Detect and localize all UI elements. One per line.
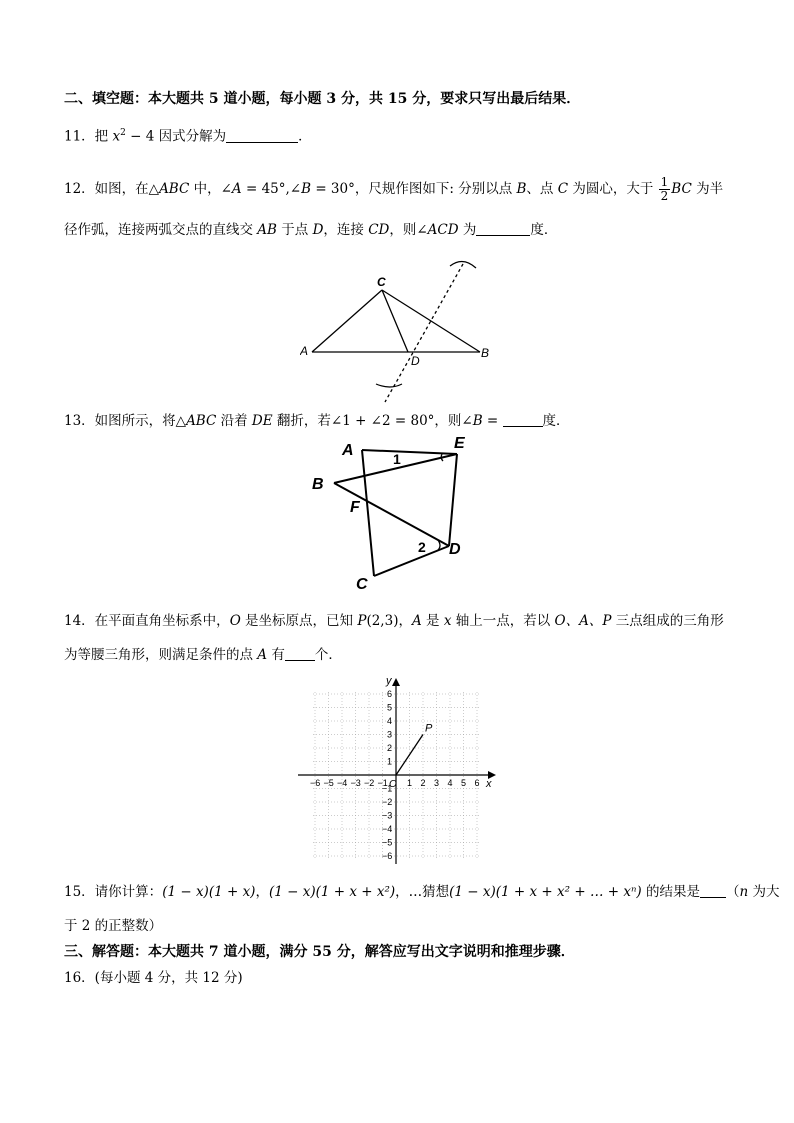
segment-dc (374, 546, 449, 576)
q13-answer-blank[interactable] (503, 412, 543, 427)
q12-angle-a: A (231, 181, 242, 197)
x-tick-label: −2 (364, 778, 375, 788)
label-c: C (377, 275, 386, 289)
x-tick-label: −5 (323, 778, 334, 788)
q11-var: x (112, 128, 121, 145)
q15-n: n (739, 884, 749, 900)
q11-end: ． (298, 128, 312, 145)
q12-figure (300, 244, 500, 406)
label-angle-1: 1 (393, 451, 401, 467)
perpendicular-bisector (385, 264, 463, 402)
q14-a: A (257, 647, 268, 663)
q12-d: D (312, 222, 324, 238)
q14-o: O (229, 613, 241, 629)
fraction-numerator: 1 (660, 175, 669, 189)
q11-answer-blank[interactable] (226, 128, 298, 143)
question-12-line2 (64, 220, 557, 240)
q13-text: = (482, 413, 503, 429)
y-tick-label: 3 (387, 729, 393, 740)
q12-ab: AB (257, 222, 277, 238)
segment-ac (362, 450, 374, 576)
q14-text: 是 (421, 613, 444, 629)
q15-text: 为大 (748, 884, 780, 900)
q14-text: 轴上一点，若以 (451, 613, 555, 629)
q14-answer-blank[interactable] (285, 646, 315, 661)
label-c: C (356, 576, 368, 593)
x-axis-label: x (486, 778, 492, 790)
q12-text: 为 (458, 222, 477, 238)
q12-text: = 30°，尺规作图如下: 分别以点 (311, 181, 517, 197)
q12-end: 度． (530, 222, 558, 238)
arc-mark-bottom (376, 384, 402, 387)
question-15-line1 (64, 882, 780, 902)
label-a: A (300, 344, 309, 358)
q11-exp: 2 (120, 128, 126, 138)
q12-acd: ACD (427, 222, 459, 238)
q12-text: 径作弧，连接两弧交点的直线交 (64, 222, 258, 238)
segment-ae (362, 450, 457, 454)
section-3-heading: 三、解答题：本大题共 7 道小题，满分 55 分，解答应写出文字说明和推理步骤． (64, 944, 575, 960)
q12-text: ，则∠ (389, 222, 428, 238)
q12-text: ，连接 (323, 222, 369, 238)
x-tick-label: −3 (350, 778, 361, 788)
label-e: E (454, 435, 465, 452)
q13-angle-b: B (472, 413, 483, 429)
q15-text: （ (726, 884, 740, 900)
q15-expr1: (1 − x)(1 + x) (162, 884, 256, 900)
q14-end: 个． (314, 647, 342, 663)
q15-text: ， (255, 884, 269, 900)
y-tick-label: 2 (387, 743, 393, 753)
x-tick-label: 5 (461, 778, 467, 788)
q13-de: DE (251, 413, 273, 429)
label-a: A (342, 442, 354, 459)
point-p-label: P (425, 722, 433, 735)
q13-text: 翻折，若∠1 + ∠2 = 80°，则∠ (272, 413, 473, 429)
y-tick-label: −3 (382, 810, 393, 821)
question-15-line2: 于 2 的正整数） (64, 918, 163, 934)
y-tick-label: 6 (387, 689, 393, 699)
q15-expr2: (1 − x)(1 + x + x²) (268, 884, 396, 900)
y-axis-label: y (386, 675, 392, 687)
y-tick-label: 1 (387, 756, 393, 767)
q12-text: 12．如图，在△ (64, 181, 160, 197)
y-tick-label: −1 (382, 783, 393, 794)
q12-point-c: C (557, 181, 569, 197)
q15-text: 的结果是 (641, 884, 700, 900)
origin-label: O (389, 779, 397, 790)
x-tick-label: 3 (434, 778, 440, 788)
q15-expr3: (1 − x)(1 + x + x² + … + xⁿ) (449, 884, 642, 900)
q12-text: 为圆心，大于 (568, 181, 658, 197)
q13-text: 沿着 (216, 413, 252, 429)
q12-text: 于点 (276, 222, 313, 238)
q14-coordinate-plane (296, 674, 496, 866)
q14-points: O、A、P (554, 613, 612, 629)
question-14-line1 (64, 611, 724, 631)
x-tick-label: −1 (377, 778, 388, 788)
q14-text: ， (398, 613, 412, 629)
q12-text: 为半 (691, 181, 724, 197)
question-13 (64, 411, 570, 431)
q12-text: 、点 (526, 181, 558, 197)
question-14-line2 (64, 645, 342, 665)
y-tick-label: 5 (387, 702, 393, 713)
y-tick-label: −2 (382, 797, 393, 807)
q12-segment: BC (671, 181, 692, 197)
q15-text: ，…猜想 (395, 884, 450, 900)
q13-text: 13．如图所示，将△ (64, 413, 187, 429)
q14-text: 为等腰三角形，则满足条件的点 (64, 647, 258, 663)
q12-triangle: ABC (159, 181, 190, 197)
y-tick-label: −6 (382, 851, 393, 861)
q14-x: x (443, 613, 452, 629)
x-tick-label: −4 (337, 778, 348, 788)
label-f: F (350, 499, 360, 516)
label-b: B (481, 346, 490, 360)
question-16: 16．(每小题 4 分，共 12 分) (64, 970, 243, 986)
q12-text: 中，∠ (189, 181, 232, 197)
x-tick-label: 6 (474, 778, 480, 788)
section-2-heading: 二、填空题：本大题共 5 道小题，每小题 3 分，共 15 分，要求只写出最后结果． (64, 91, 581, 107)
segment-ed (449, 454, 457, 546)
x-tick-label: 2 (420, 778, 426, 788)
x-tick-label: −6 (310, 778, 321, 788)
y-axis-arrow (392, 678, 400, 686)
q12-point-b: B (516, 181, 527, 197)
q13-end: 度． (542, 413, 570, 429)
segment-cb (382, 290, 480, 352)
segment-cd (382, 290, 408, 352)
x-tick-label: 1 (407, 778, 413, 788)
q14-text: 三点组成的三角形 (611, 613, 724, 629)
q12-angle-b: B (301, 181, 312, 197)
question-11 (64, 123, 312, 147)
label-b: B (312, 476, 324, 493)
q14-text: 是坐标原点，已知 (240, 613, 358, 629)
q15-answer-blank[interactable] (700, 883, 726, 898)
q14-coords: (2,3) (366, 613, 399, 629)
q11-prefix: 11．把 (64, 128, 109, 145)
x-tick-label: 4 (447, 778, 453, 788)
fraction-denominator: 2 (660, 189, 669, 203)
q13-triangle: ABC (186, 413, 217, 429)
q12-text: = 45°,∠ (241, 181, 302, 197)
q14-p: P (357, 613, 367, 629)
q11-expr-rest: − 4 因式分解为 (125, 128, 227, 145)
q14-text: 14．在平面直角坐标系中， (64, 613, 230, 629)
q12-answer-blank[interactable] (476, 221, 530, 236)
q15-text: 15．请你计算： (64, 884, 163, 900)
q13-figure (308, 434, 488, 596)
q12-cd: CD (368, 222, 390, 238)
y-tick-label: 4 (387, 716, 393, 726)
segment-ac (312, 290, 382, 352)
y-tick-label: −5 (382, 837, 393, 848)
q14-a: A (411, 613, 422, 629)
label-angle-2: 2 (418, 539, 426, 555)
q12-fraction (659, 176, 671, 203)
label-d: D (449, 541, 461, 558)
question-12-line1 (64, 176, 723, 203)
q14-text: 有 (267, 647, 285, 663)
y-tick-label: −4 (382, 824, 393, 834)
label-d: D (411, 354, 420, 368)
